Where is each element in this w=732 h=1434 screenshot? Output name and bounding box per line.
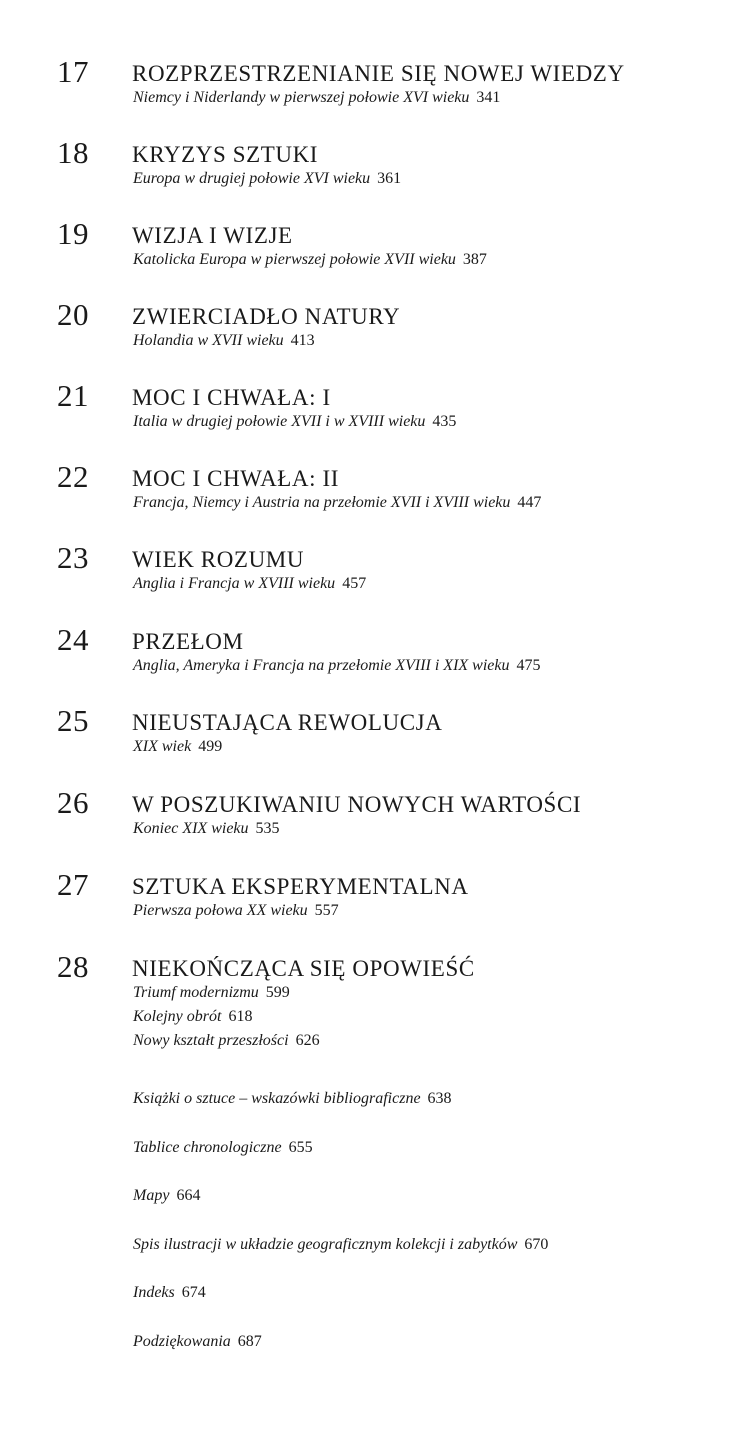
- chapter-subtitle: [133, 1007, 252, 1027]
- appendix-text: Indeks: [133, 1284, 175, 1301]
- chapter-subtitle: [133, 169, 401, 189]
- chapter-subtitle: [133, 737, 222, 757]
- appendix-index: [133, 1283, 206, 1303]
- page-number: 655: [288, 1139, 313, 1156]
- chapter-subtitle: [133, 88, 500, 108]
- chapter-number: 24: [57, 622, 89, 657]
- page-number: 670: [524, 1236, 549, 1253]
- chapter-number: 19: [57, 216, 89, 251]
- chapter-subtitle: [133, 250, 487, 270]
- chapter-number: 26: [57, 785, 89, 820]
- chapter-subtitle: [133, 574, 366, 594]
- page-number: 387: [462, 251, 487, 268]
- appendix-text: Podziękowania: [133, 1333, 231, 1350]
- appendix-text: Spis ilustracji w układzie geograficznym kolekcji i zabytków: [133, 1236, 518, 1253]
- chapter-number: 18: [57, 135, 89, 170]
- subtitle-text: Koniec XIX wieku: [133, 820, 249, 837]
- page-number: 618: [228, 1008, 253, 1025]
- page-number: 499: [198, 738, 223, 755]
- chapter-number: 28: [57, 949, 89, 984]
- page-number: 638: [427, 1090, 452, 1107]
- subtitle-text: Anglia i Francja w XVIII wieku: [133, 575, 336, 592]
- chapter-number: 27: [57, 867, 89, 902]
- page-number: 475: [516, 657, 541, 674]
- subtitle-text: Francja, Niemcy i Austria na przełomie XVII i XVIII wieku: [133, 494, 511, 511]
- chapter-title: MOC I CHWAŁA: II: [132, 466, 339, 491]
- appendix-acknowledgements: [133, 1332, 262, 1352]
- page-number: 435: [432, 413, 457, 430]
- subtitle-text: XIX wiek: [133, 738, 192, 755]
- chapter-number: 20: [57, 297, 89, 332]
- chapter-title: NIEKOŃCZĄCA SIĘ OPOWIEŚĆ: [132, 956, 475, 981]
- appendix-chronology: [133, 1138, 313, 1158]
- chapter-number: 22: [57, 459, 89, 494]
- subtitle-text: Italia w drugiej połowie XVII i w XVIII wieku: [133, 413, 426, 430]
- page-number: 413: [290, 332, 315, 349]
- appendix-text: Mapy: [133, 1187, 170, 1204]
- subtitle-text: Holandia w XVII wieku: [133, 332, 284, 349]
- chapter-title: MOC I CHWAŁA: I: [132, 385, 331, 410]
- appendix-maps: [133, 1186, 200, 1206]
- chapter-title: WIEK ROZUMU: [132, 547, 305, 572]
- chapter-number: 21: [57, 378, 89, 413]
- page-number: 674: [181, 1284, 206, 1301]
- subtitle-text: Europa w drugiej połowie XVI wieku: [133, 170, 371, 187]
- chapter-subtitle: [133, 901, 339, 921]
- chapter-subtitle: [133, 819, 280, 839]
- page-number: 535: [255, 820, 280, 837]
- appendix-illustrations: [133, 1235, 548, 1255]
- chapter-subtitle: [133, 983, 290, 1003]
- chapter-subtitle: [133, 412, 456, 432]
- page-number: 361: [377, 170, 402, 187]
- subtitle-text: Triumf modernizmu: [133, 984, 259, 1001]
- subtitle-text: Niemcy i Niderlandy w pierwszej połowie XVI wieku: [133, 89, 470, 106]
- chapter-title: SZTUKA EKSPERYMENTALNA: [132, 874, 469, 899]
- chapter-title: PRZEŁOM: [132, 629, 244, 654]
- chapter-subtitle: [133, 1031, 320, 1051]
- appendix-text: Tablice chronologiczne: [133, 1139, 282, 1156]
- chapter-number: 25: [57, 703, 89, 738]
- chapter-title: W POSZUKIWANIU NOWYCH WARTOŚCI: [132, 792, 582, 817]
- chapter-title: ROZPRZESTRZENIANIE SIĘ NOWEJ WIEDZY: [132, 61, 625, 86]
- appendix-text: Książki o sztuce – wskazówki bibliograficzne: [133, 1090, 421, 1107]
- chapter-number: 23: [57, 540, 89, 575]
- chapter-title: WIZJA I WIZJE: [132, 223, 293, 248]
- page-number: 626: [295, 1032, 320, 1049]
- chapter-subtitle: [133, 331, 315, 351]
- page-number: 447: [517, 494, 542, 511]
- chapter-title: NIEUSTAJĄCA REWOLUCJA: [132, 710, 443, 735]
- page-number: 687: [237, 1333, 262, 1350]
- appendix-bibliography: [133, 1089, 452, 1109]
- subtitle-text: Anglia, Ameryka i Francja na przełomie XVIII i XIX wieku: [133, 657, 510, 674]
- chapter-subtitle: [133, 493, 541, 513]
- page-number: 341: [476, 89, 501, 106]
- page-number: 599: [265, 984, 290, 1001]
- chapter-title: KRYZYS SZTUKI: [132, 142, 319, 167]
- page-number: 457: [342, 575, 367, 592]
- page-number: 557: [314, 902, 339, 919]
- subtitle-text: Pierwsza połowa XX wieku: [133, 902, 308, 919]
- chapter-number: 17: [57, 54, 89, 89]
- page-number: 664: [176, 1187, 201, 1204]
- subtitle-text: Nowy kształt przeszłości: [133, 1032, 289, 1049]
- chapter-title: ZWIERCIADŁO NATURY: [132, 304, 401, 329]
- subtitle-text: Katolicka Europa w pierwszej połowie XVII wieku: [133, 251, 456, 268]
- subtitle-text: Kolejny obrót: [133, 1008, 222, 1025]
- chapter-subtitle: [133, 656, 541, 676]
